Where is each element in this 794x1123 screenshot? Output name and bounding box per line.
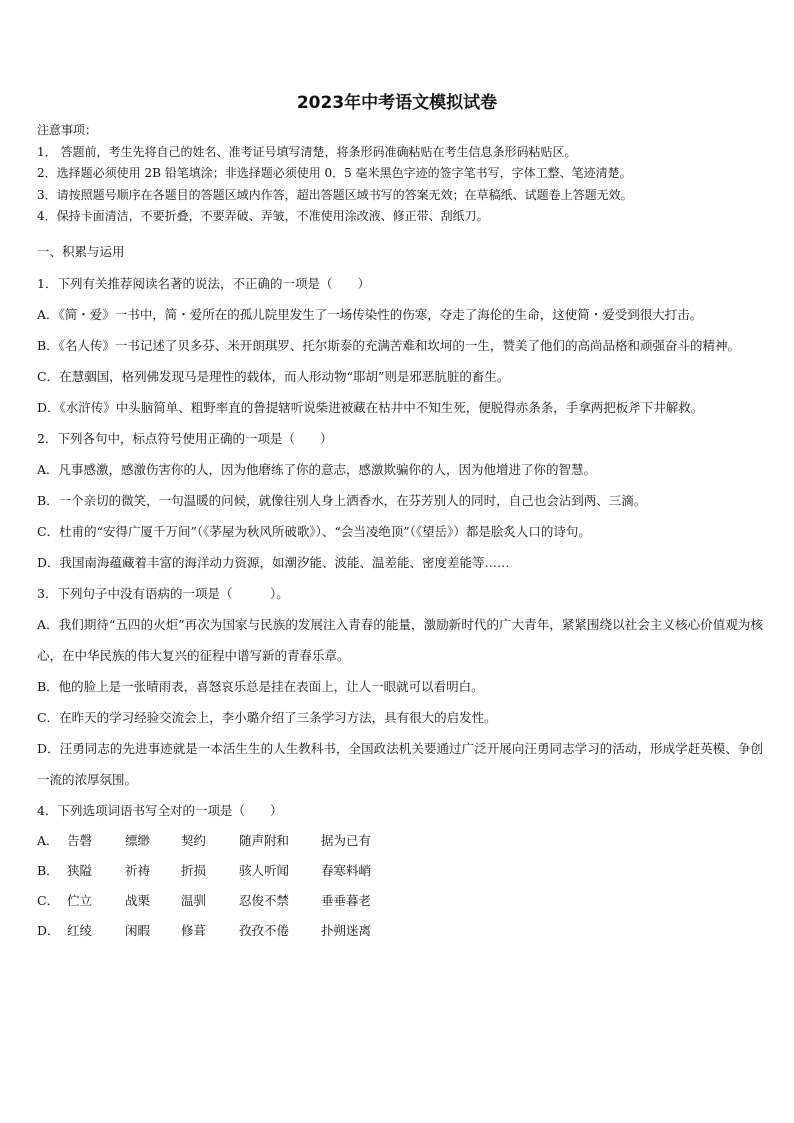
option-b: B．他的脸上是一张晴雨表，喜怒哀乐总是挂在表面上，让人一眼就可以看明白。 [37,679,484,694]
word: 红绫 [67,923,93,938]
word: 修葺 [181,923,207,938]
option-d: D．《水浒传》中头脑简单、粗野率直的鲁提辖听说柴进被藏在枯井中不知生死，便脱得赤条条，手拿两把板斧下井解救。 [37,400,704,415]
word: 闲暇 [125,923,151,938]
word: 孜孜不倦 [239,923,290,938]
notice-block [37,120,767,228]
word: 狭隘 [67,863,93,878]
option-a: A．《简・爱》一书中，简・爱所在的孤儿院里发生了一场传染性的伤寒，夺走了海伦的生命，这使简・爱受到很大打击。 [37,307,703,322]
option-a [37,826,763,856]
option-label: A． [37,833,59,848]
notice-item: 1． 答题前，考生先将自己的姓名、准考证号填写清楚，将条形码准确粘贴在考生信息条形码粘贴区。 [37,144,577,159]
word: 伫立 [67,893,93,908]
notice-item: 4．保持卡面清洁，不要折叠，不要弄破、弄皱，不准使用涂改液、修正带、刮纸刀。 [37,209,489,223]
option-c: C．在慧骃国，格列佛发现马是理性的载体，而人形动物“耶胡”则是邪恶肮脏的畜生。 [37,369,510,384]
question-3 [37,578,763,795]
word: 战栗 [125,893,151,908]
option-d: D．我国南海蕴藏着丰富的海洋动力资源，如潮汐能、波能、温差能、密度差能等…… [37,555,510,570]
question-stem: 3．下列句子中没有语病的一项是（ ）。 [37,586,289,601]
word: 告磬 [67,833,93,848]
word: 折损 [181,863,207,878]
question-stem: 1．下列有关推荐阅读名著的说法，不正确的一项是（ ） [37,276,370,291]
option-b: B．《名人传》一书记述了贝多芬、米开朗琪罗、托尔斯泰的充满苦难和坎坷的一生，赞美了他们的高尚品格和顽强奋斗的精神。 [37,338,740,353]
word: 随声附和 [239,833,290,848]
word: 温驯 [181,893,207,908]
page-title: 2023年中考语文模拟试卷 [296,93,498,113]
option-b [37,856,763,886]
question-stem: 2．下列各句中，标点符号使用正确的一项是（ ） [37,431,333,446]
option-a: A．我们期待“五四的火炬”再次为国家与民族的发展注入青春的能量，激励新时代的广大青年，紧紧围绕以社会主义核心价值观为核心，在中华民族的伟大复兴的征程中谱写新的青春乐章。 [37,617,763,663]
notice-item: 2．选择题必须使用 2B 铅笔填涂；非选择题必须使用 0．5 毫米黑色字迹的签字笔书写，字体工整、笔迹清楚。 [37,166,632,180]
question-4 [37,795,763,946]
word: 垂垂暮老 [321,893,372,908]
word: 祈祷 [125,863,151,878]
option-c: C．杜甫的“安得广厦千万间”（《茅屋为秋风所破歌》）、“会当凌绝顶”（《望岳》）都是脍炙人口的诗句。 [37,524,591,539]
option-a: A．凡事感激，感激伤害你的人，因为他磨练了你的意志，感激欺骗你的人，因为他增进了你的智慧。 [37,462,597,477]
question-2 [37,423,763,578]
notice-item: 3．请按照题号顺序在各题目的答题区域内作答，超出答题区域书写的答案无效；在草稿纸、试题卷上答题无效。 [37,187,633,202]
section-heading: 一、积累与运用 [37,244,125,259]
exam-content [37,242,763,946]
notice-heading: 注意事项： [37,123,98,137]
option-c [37,886,763,916]
word: 契约 [181,833,207,848]
option-d: D．汪勇同志的先进事迹就是一本活生生的人生教科书，全国政法机关要通过广泛开展向汪勇同志学习的活动，形成学赶英模、争创一流的浓厚氛围。 [37,741,763,787]
word: 春寒料峭 [321,863,372,878]
word: 忍俊不禁 [239,893,290,908]
question-1 [37,268,763,423]
word: 缥缈 [125,833,151,848]
option-label: C． [37,893,60,908]
question-stem: 4．下列选项词语书写全对的一项是（ ） [37,803,283,818]
word: 骇人听闻 [239,863,290,878]
option-label: D． [37,923,60,938]
word: 据为已有 [321,833,372,848]
word: 扑朔迷离 [321,923,372,938]
option-c: C．在昨天的学习经验交流会上，李小璐介绍了三条学习方法，具有很大的启发性。 [37,710,497,725]
option-b: B．一个亲切的微笑，一句温暖的问候，就像往别人身上洒香水，在芬芳别人的同时，自己也会沾到两、三滴。 [37,493,647,508]
option-d [37,916,763,946]
option-label: B． [37,863,59,878]
